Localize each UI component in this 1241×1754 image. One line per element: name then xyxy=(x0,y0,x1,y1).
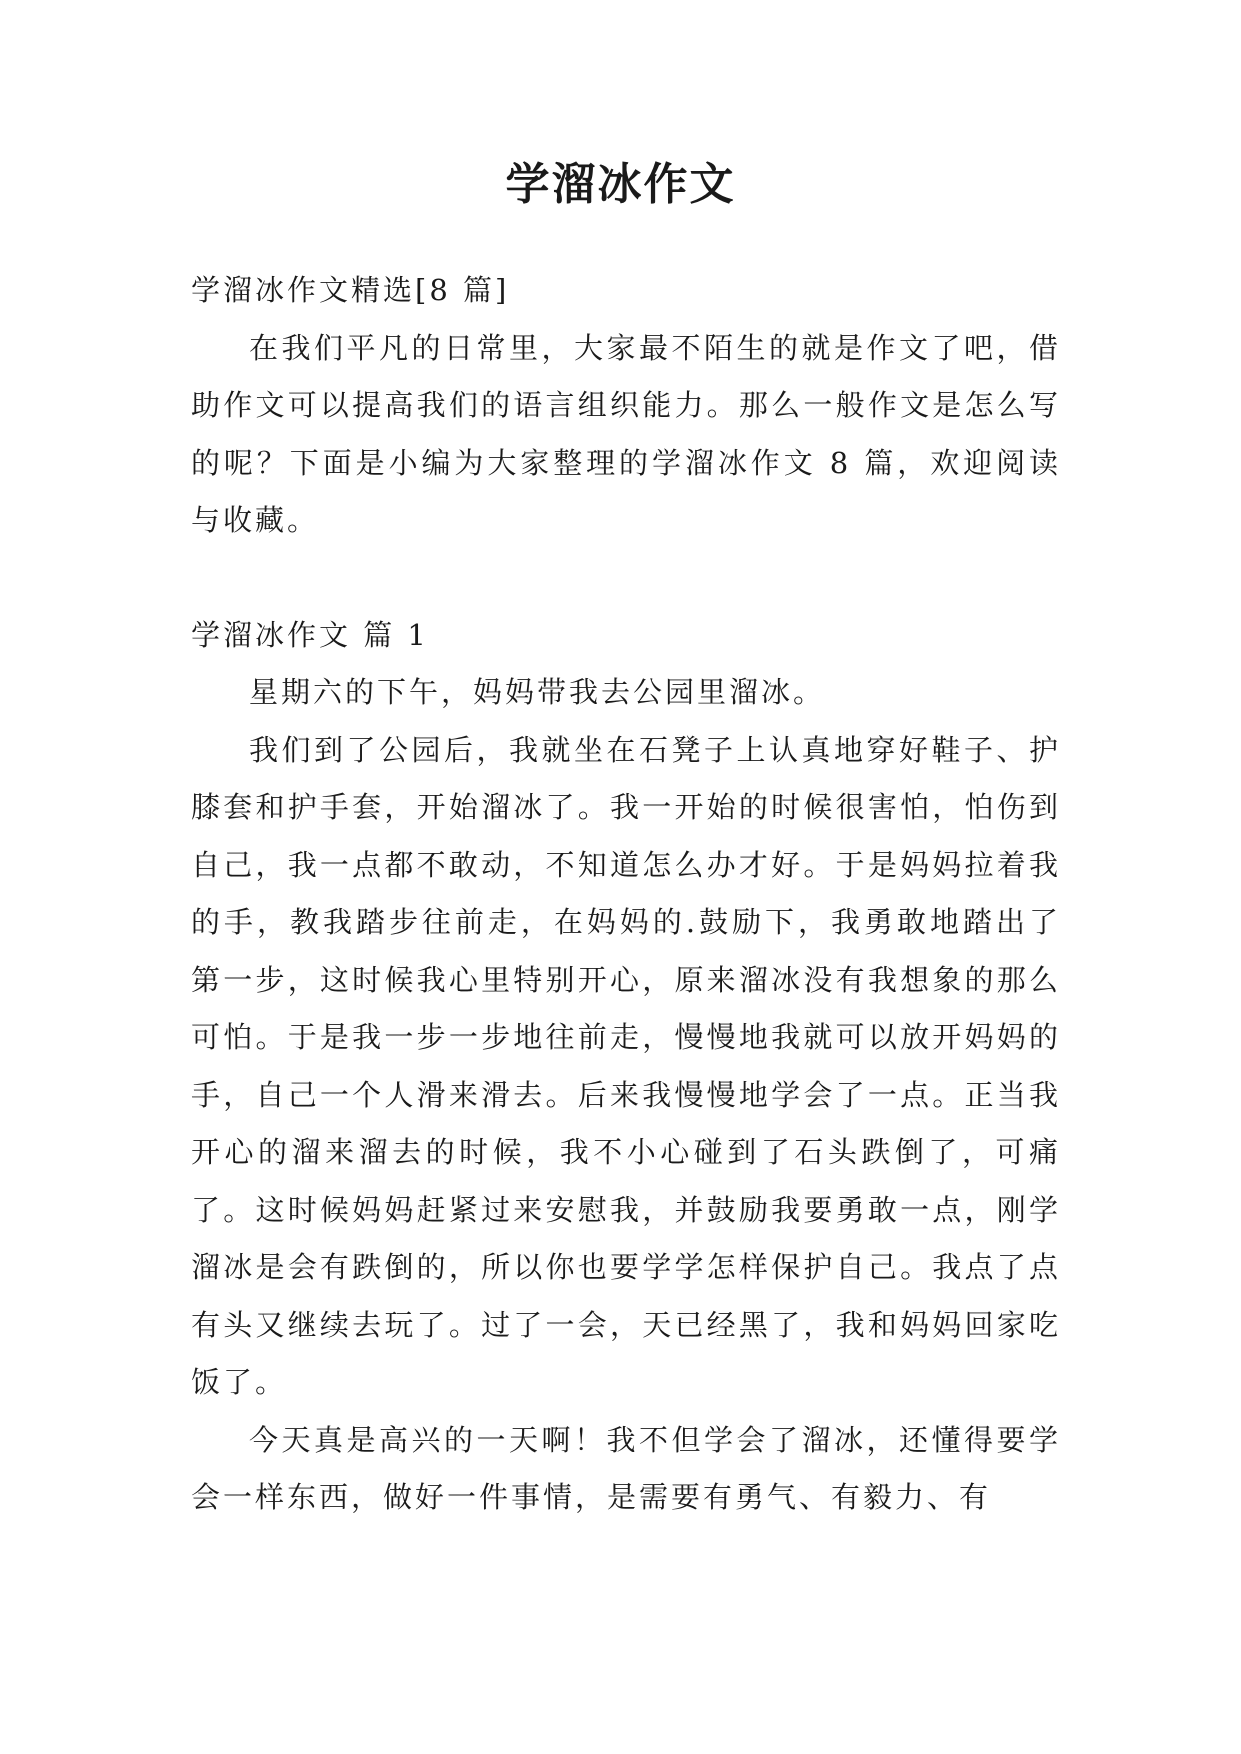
body-paragraph-3: 今天真是高兴的一天啊！我不但学会了溜冰，还懂得要学会一样东西，做好一件事情，是需要有勇气、有毅力、有 xyxy=(191,1422,1061,1514)
body-paragraph-2: 我们到了公园后，我就坐在石凳子上认真地穿好鞋子、护膝套和护手套，开始溜冰了。我一开始的时候很害怕，怕伤到自己，我一点都不敢动，不知道怎么办才好。于是妈妈拉着我的手，教我踏步往前走，在妈妈的.鼓励下，我勇敢地踏出了第一步，这时候我心里特别开心，原来溜冰没有我想象的那么可怕。于是我一步一步地往前走，慢慢地我就可以放开妈妈的手，自己一个人滑来滑去。后来我慢慢地学会了一点。正当我开心的溜来溜去的时候，我不小心碰到了石头跌倒了，可痛了。这时候妈妈赶紧过来安慰我，并鼓励我要勇敢一点，刚学溜冰是会有跌倒的，所以你也要学学怎样保护自己。我点了点有头又继续去玩了。过了一会，天已经黑了，我和妈妈回家吃饭了。 xyxy=(191,732,1061,1399)
intro-paragraph: 在我们平凡的日常里，大家最不陌生的就是作文了吧，借助作文可以提高我们的语言组织能力。那么一般作文是怎么写的呢？下面是小编为大家整理的学溜冰作文 8 篇，欢迎阅读与收藏。 xyxy=(191,330,1061,537)
body-paragraph-1: 星期六的下午，妈妈带我去公园里溜冰。 xyxy=(249,675,826,709)
document-body xyxy=(191,262,1061,1527)
section-spacer xyxy=(191,550,1061,607)
collection-subtitle: 学溜冰作文精选[8 篇] xyxy=(191,273,510,307)
section-heading: 学溜冰作文 篇 1 xyxy=(191,617,429,652)
document-title: 学溜冰作文 xyxy=(505,159,736,210)
